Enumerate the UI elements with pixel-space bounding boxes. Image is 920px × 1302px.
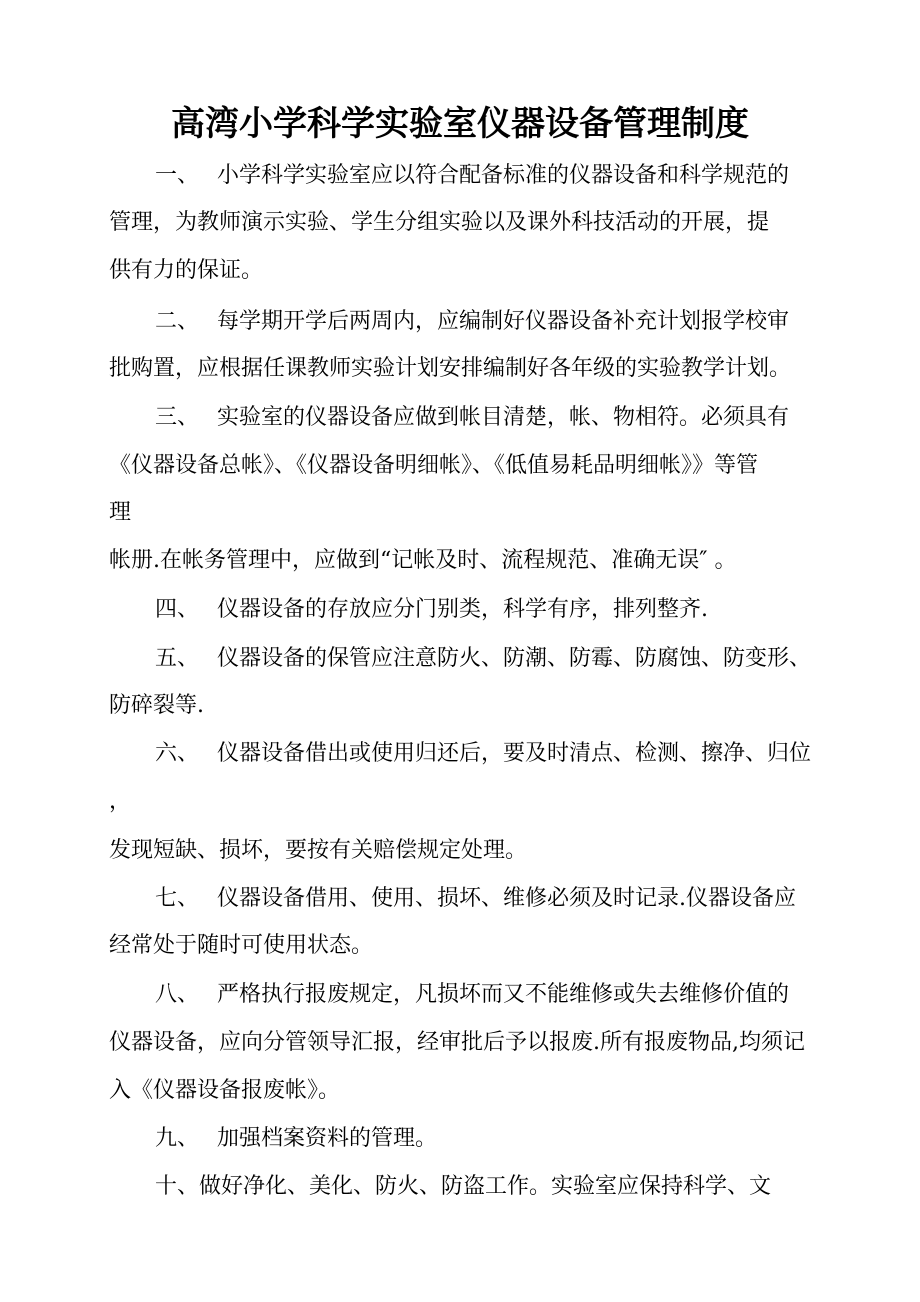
item-9-line-1 xyxy=(155,1123,437,1155)
item-6-line-1 xyxy=(155,738,811,770)
item-6-line-2: ， xyxy=(109,789,132,814)
item-4-number: 四、 xyxy=(155,597,200,622)
item-3-line-3: 理 xyxy=(109,500,132,525)
item-2-line-1 xyxy=(155,306,789,338)
item-10-number: 十、 xyxy=(155,1174,200,1199)
item-1-line-1 xyxy=(155,160,789,192)
item-9-text: 加强档案资料的管理。 xyxy=(217,1126,438,1151)
item-4-line-1 xyxy=(155,594,708,626)
item-6-number: 六、 xyxy=(155,741,200,766)
item-7-text: 仪器设备借用、使用、损坏、维修必须及时记录.仪器设备应 xyxy=(217,886,796,911)
item-5-text: 仪器设备的保管应注意防火、防潮、防霉、防腐蚀、防变形、 xyxy=(217,646,812,671)
item-5-number: 五、 xyxy=(155,646,200,671)
item-6-line-3: 发现短缺、损坏，要按有关赔偿规定处理。 xyxy=(109,838,528,863)
item-8-line-1 xyxy=(155,979,789,1011)
item-7-line-1 xyxy=(155,883,796,915)
item-5-line-2: 防碎裂等. xyxy=(109,693,204,718)
document-title: 高湾小学科学实验室仪器设备管理制度 xyxy=(171,104,749,144)
item-2-text: 每学期开学后两周内，应编制好仪器设备补充计划报学校审 xyxy=(217,309,790,334)
item-8-number: 八、 xyxy=(155,982,200,1007)
item-7-number: 七、 xyxy=(155,886,200,911)
item-2-line-2: 批购置，应根据任课教师实验计划安排编制好各年级的实验教学计划。 xyxy=(109,356,792,381)
item-3-line-1 xyxy=(155,402,789,434)
item-1-number: 一、 xyxy=(155,163,200,188)
item-3-line-4: 帐册.在帐务管理中，应做到“记帐及时、流程规范、准确无误″ 。 xyxy=(109,548,737,573)
item-7-line-2: 经常处于随时可使用状态。 xyxy=(109,933,374,958)
item-4-text: 仪器设备的存放应分门别类，科学有序，排列整齐. xyxy=(217,597,708,622)
item-10-line-1 xyxy=(155,1171,771,1203)
item-8-text: 严格执行报废规定，凡损坏而又不能维修或失去维修价值的 xyxy=(217,982,790,1007)
item-3-text: 实验室的仪器设备应做到帐目清楚，帐、物相符。必须具有 xyxy=(217,405,790,430)
item-5-line-1 xyxy=(155,643,811,675)
item-8-line-2: 仪器设备，应向分管领导汇报，经审批后予以报废.所有报废物品,均须记 xyxy=(109,1030,805,1055)
item-8-line-3: 入《仪器设备报废帐》。 xyxy=(109,1078,341,1103)
item-10-text: 做好净化、美化、防火、防盗工作。实验室应保持科学、文 xyxy=(199,1174,772,1199)
item-1-line-2: 管理，为教师演示实验、学生分组实验以及课外科技活动的开展，提 xyxy=(109,210,770,235)
item-1-line-3: 供有力的保证。 xyxy=(109,258,264,283)
item-9-number: 九、 xyxy=(155,1126,200,1151)
item-6-text: 仪器设备借出或使用归还后，要及时清点、检测、擦净、归位 xyxy=(217,741,812,766)
item-2-number: 二、 xyxy=(155,309,200,334)
item-3-number: 三、 xyxy=(155,405,200,430)
item-3-line-2: 《仪器设备总帐》、《仪器设备明细帐》、《低值易耗品明细帐》》等管 xyxy=(109,453,759,478)
item-1-text: 小学科学实验室应以符合配备标准的仪器设备和科学规范的 xyxy=(217,163,790,188)
